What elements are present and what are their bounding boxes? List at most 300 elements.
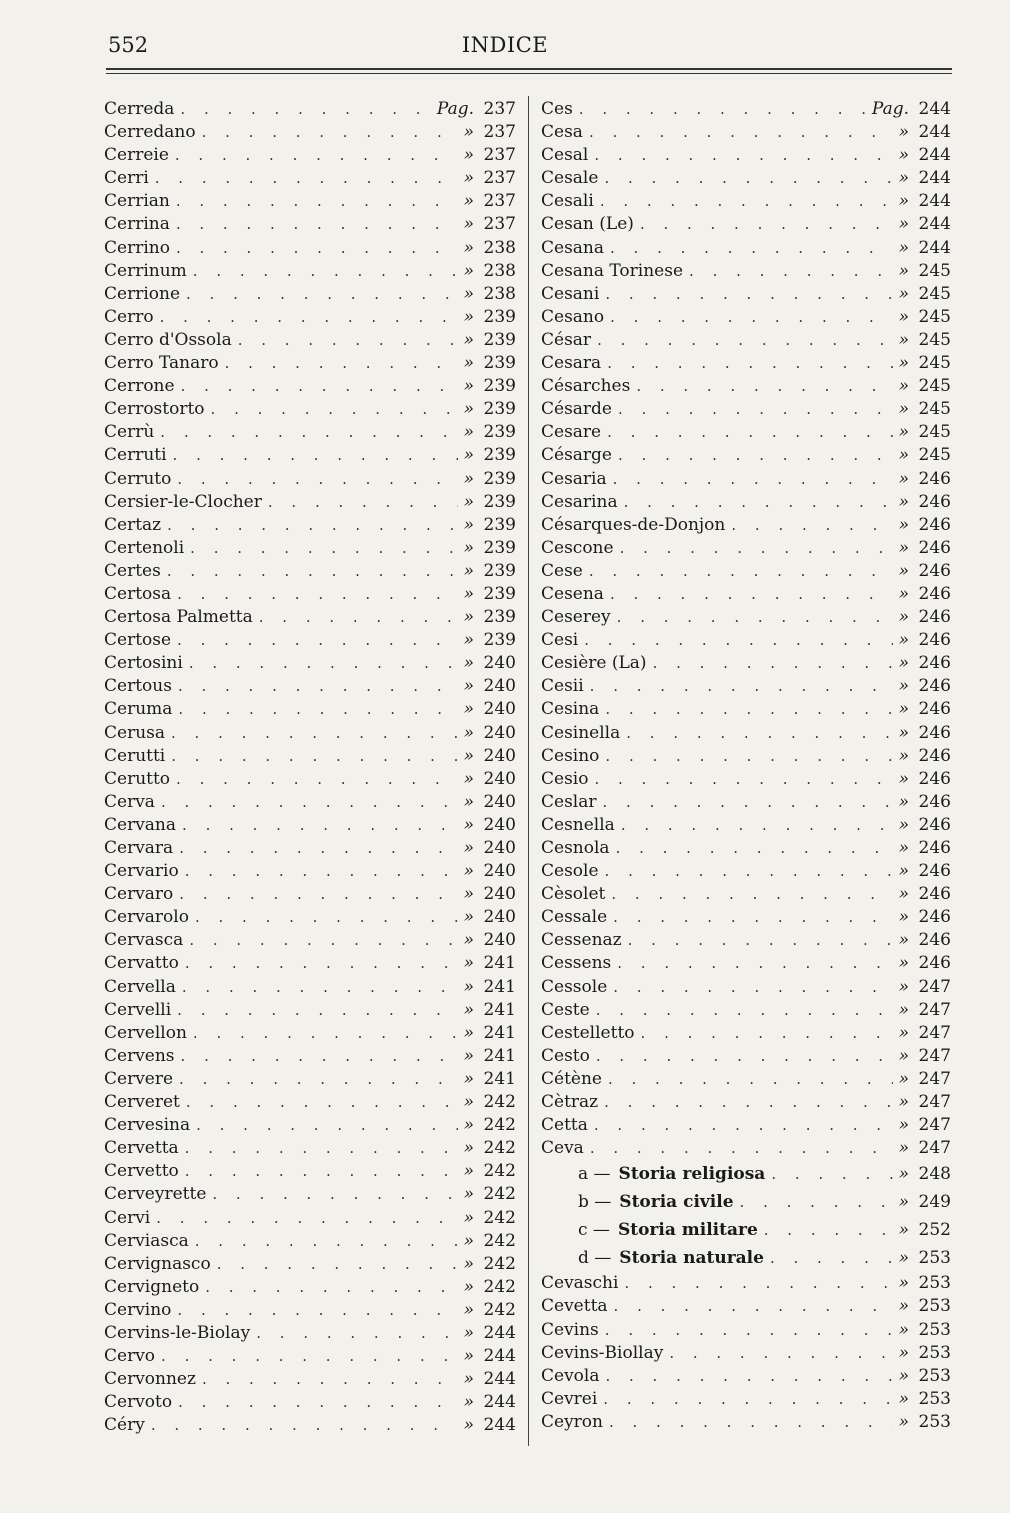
index-entry (104, 144, 516, 167)
entry-name: Cervesina (104, 1115, 191, 1136)
page-prefix: » (898, 1115, 909, 1136)
page-prefix: » (898, 745, 909, 766)
index-entry (541, 860, 951, 883)
index-entry (104, 1022, 516, 1045)
page-ref: 241 (483, 1022, 516, 1043)
page-prefix: » (898, 1192, 909, 1213)
page-ref: 238 (483, 237, 516, 258)
dot-leader (590, 675, 893, 698)
entry-name: Cese (541, 560, 583, 581)
page-ref: 246 (918, 630, 951, 651)
dot-leader (605, 283, 892, 306)
index-entry (104, 260, 516, 283)
index-entry (104, 98, 516, 121)
page-ref: 246 (918, 583, 951, 604)
dot-leader (171, 722, 458, 745)
page-ref: 244 (483, 1392, 516, 1413)
index-entry (104, 1391, 516, 1414)
dot-leader (160, 306, 458, 329)
index-entry (104, 1068, 516, 1091)
dot-leader (584, 629, 892, 652)
page-prefix: » (463, 1276, 474, 1297)
entry-name: Cervonnez (104, 1369, 196, 1390)
dot-leader (610, 237, 893, 260)
dot-leader (620, 537, 893, 560)
page-ref: 246 (918, 676, 951, 697)
dot-leader (770, 1244, 893, 1272)
page-prefix: » (463, 422, 474, 443)
page-ref: 240 (483, 745, 516, 766)
page-ref: 253 (918, 1388, 951, 1409)
entry-name: Cesali (541, 191, 594, 212)
index-entry (541, 1342, 951, 1365)
index-entry (104, 560, 516, 583)
page-ref: 237 (483, 191, 516, 212)
index-entry (104, 768, 516, 791)
index-entry (541, 906, 951, 929)
index-entry (104, 237, 516, 260)
page-prefix: » (463, 376, 474, 397)
dot-leader (605, 860, 893, 883)
page-ref: 253 (918, 1248, 951, 1269)
entry-name: Ces (541, 99, 573, 119)
index-entry (541, 444, 951, 467)
index-entry (541, 837, 951, 860)
index-entry (541, 1068, 951, 1091)
page-prefix: » (463, 560, 474, 581)
page-prefix: » (898, 537, 909, 558)
entry-name: Cervetto (104, 1161, 179, 1182)
dot-leader (621, 814, 893, 837)
page-title: INDICE (461, 33, 549, 57)
index-entry (104, 952, 516, 975)
dot-leader (607, 352, 892, 375)
index-entry (541, 121, 951, 144)
entry-name: Cervasca (104, 930, 184, 951)
page-ref: 246 (918, 930, 951, 951)
index-entry (104, 698, 516, 721)
entry-name: Cesana Torinese (541, 260, 684, 281)
dot-leader (225, 352, 458, 375)
page-ref: 239 (483, 560, 516, 581)
page-prefix: » (463, 260, 474, 281)
dot-leader (178, 675, 458, 698)
dot-leader (212, 1183, 457, 1206)
page-prefix: » (463, 1092, 474, 1113)
page-prefix: » (463, 445, 474, 466)
page-prefix: » (898, 1319, 909, 1340)
page-prefix: » (898, 1296, 909, 1317)
page-prefix: » (463, 999, 474, 1020)
index-column-left (104, 98, 516, 1437)
page-ref: 239 (483, 514, 516, 535)
index-entry (104, 1114, 516, 1137)
page-ref: 239 (483, 445, 516, 466)
entry-name: Certenoli (104, 537, 185, 558)
index-column-right (541, 98, 951, 1434)
page-ref: 238 (483, 283, 516, 304)
dot-leader (607, 421, 892, 444)
dot-leader (605, 745, 892, 768)
dot-leader (669, 1342, 892, 1365)
page-ref: 242 (483, 1299, 516, 1320)
index-entry (541, 190, 951, 213)
entry-name: Cesano (541, 306, 605, 327)
entry-name: Ceva (541, 1138, 584, 1159)
index-entry (104, 1045, 516, 1068)
page-ref: 240 (483, 861, 516, 882)
page-prefix: » (898, 168, 909, 189)
index-entry (104, 121, 516, 144)
entry-name: Cerreie (104, 145, 169, 166)
dot-leader (256, 1322, 457, 1345)
page-ref: 244 (918, 145, 951, 166)
entry-name: Cervo (104, 1346, 156, 1367)
dot-leader (597, 329, 893, 352)
page-ref: 242 (483, 1092, 516, 1113)
entry-name: Césarches (541, 376, 631, 397)
index-entry (104, 860, 516, 883)
entry-name: Cerveret (104, 1092, 180, 1113)
dot-leader (617, 952, 892, 975)
page-prefix: » (463, 1299, 474, 1320)
page-ref: 246 (918, 468, 951, 489)
dot-leader (189, 929, 457, 952)
page-prefix: » (898, 607, 909, 628)
page-prefix: » (898, 653, 909, 674)
dot-leader (614, 1295, 893, 1318)
index-entry (104, 1368, 516, 1391)
dot-leader (238, 329, 458, 352)
page-prefix: » (898, 583, 909, 604)
dot-leader (167, 514, 457, 537)
page-prefix: » (898, 260, 909, 281)
entry-name: Ceserey (541, 607, 611, 628)
entry-name: Cervelli (104, 999, 172, 1020)
entry-name: Cerviasca (104, 1230, 189, 1251)
index-entry (104, 213, 516, 236)
page-prefix: » (463, 1138, 474, 1159)
page-prefix: » (463, 861, 474, 882)
index-entry (104, 352, 516, 375)
page-ref: 244 (483, 1322, 516, 1343)
page-prefix: » (463, 1322, 474, 1343)
entry-name: Cètraz (541, 1092, 599, 1113)
page-ref: 248 (918, 1164, 951, 1185)
index-entry (541, 629, 951, 652)
page-ref: 239 (483, 583, 516, 604)
page-ref: 242 (483, 1253, 516, 1274)
entry-name: Cervario (104, 861, 179, 882)
page-prefix: » (898, 445, 909, 466)
dot-leader (653, 652, 893, 675)
index-entry (541, 329, 951, 352)
entry-name: Cesana (541, 237, 605, 258)
dot-leader (176, 768, 458, 791)
entry-name: Cerrinum (104, 260, 187, 281)
page-ref: 246 (918, 699, 951, 720)
dot-leader (610, 583, 893, 606)
page-ref: 246 (918, 722, 951, 743)
page-ref: 253 (918, 1342, 951, 1363)
page-prefix: » (463, 976, 474, 997)
index-entry (541, 1365, 951, 1388)
dot-leader (177, 629, 458, 652)
dot-leader (180, 98, 430, 121)
dot-leader (205, 1276, 457, 1299)
index-entry (541, 1295, 951, 1318)
index-entry (541, 537, 951, 560)
dot-leader (178, 1391, 457, 1414)
dot-leader (594, 768, 892, 791)
page-ref: 244 (918, 168, 951, 189)
index-entry (104, 1183, 516, 1206)
entry-name: Céry (104, 1415, 145, 1436)
page-ref: 242 (483, 1115, 516, 1136)
index-entry (541, 260, 951, 283)
page-ref: 242 (483, 1161, 516, 1182)
page-prefix: » (898, 699, 909, 720)
page-ref: 242 (483, 1207, 516, 1228)
page-ref: 252 (918, 1220, 951, 1241)
page-prefix: » (898, 145, 909, 166)
entry-name: Cerrostorto (104, 399, 205, 420)
dot-leader (151, 1414, 458, 1437)
entry-name: Cersier-le-Clocher (104, 491, 262, 512)
page-ref: 246 (918, 861, 951, 882)
subsection-title: Storia naturale (619, 1248, 764, 1269)
dot-leader (195, 906, 458, 929)
page-ref: 240 (483, 653, 516, 674)
page-prefix: » (898, 1411, 909, 1432)
index-entry (541, 583, 951, 606)
dot-leader (640, 213, 893, 236)
index-entry (541, 98, 951, 121)
page-prefix: » (463, 306, 474, 327)
page-prefix: » (463, 1068, 474, 1089)
page-prefix: » (898, 1045, 909, 1066)
subsection-entry (541, 1244, 951, 1272)
dot-leader (641, 1022, 893, 1045)
page-prefix: » (463, 353, 474, 374)
subsection-entry (541, 1216, 951, 1244)
index-entry (104, 583, 516, 606)
entry-name: Cesa (541, 122, 583, 143)
page-prefix: » (463, 1253, 474, 1274)
page-prefix: » (463, 1230, 474, 1251)
page-prefix: » (898, 560, 909, 581)
page-prefix: » (898, 722, 909, 743)
page-prefix: » (463, 214, 474, 235)
page-ref: 246 (918, 607, 951, 628)
entry-name: Cestelletto (541, 1022, 635, 1043)
page-ref: 240 (483, 838, 516, 858)
entry-name: Cerutto (104, 768, 171, 789)
index-entry (541, 1272, 951, 1295)
dot-leader (186, 1091, 458, 1114)
index-entry (104, 652, 516, 675)
page-prefix: » (898, 1273, 909, 1294)
page-number: 552 (108, 33, 149, 57)
index-entry (541, 768, 951, 791)
entry-name: Cessenaz (541, 930, 622, 951)
page-ref: 246 (918, 537, 951, 558)
entry-name: Cevins (541, 1319, 599, 1340)
index-entry (541, 606, 951, 629)
entry-name: Cervere (104, 1068, 174, 1089)
index-entry (541, 929, 951, 952)
entry-name: Cervi (104, 1207, 151, 1228)
page-ref: 246 (918, 953, 951, 974)
entry-name: Cessole (541, 976, 608, 997)
entry-name: Cervins-le-Biolay (104, 1322, 251, 1343)
page-ref: 237 (483, 145, 516, 166)
entry-name: Cervens (104, 1045, 175, 1066)
header-rule (106, 68, 952, 70)
dot-leader (202, 121, 458, 144)
dot-leader (628, 929, 893, 952)
page-prefix: » (898, 930, 909, 951)
page-prefix: » (463, 122, 474, 143)
index-entry (104, 468, 516, 491)
dot-leader (189, 652, 458, 675)
page-prefix: » (463, 930, 474, 951)
subsection-letter: a — (578, 1164, 611, 1185)
index-entry (104, 837, 516, 860)
entry-name: Cervigneto (104, 1276, 200, 1297)
dot-leader (259, 606, 458, 629)
index-entry (104, 329, 516, 352)
entry-name: Cervetta (104, 1138, 179, 1159)
dot-leader (604, 1091, 892, 1114)
entry-name: Cerrino (104, 237, 170, 258)
entry-name: Cervatto (104, 953, 179, 974)
page-prefix: » (898, 1220, 909, 1241)
dot-leader (594, 144, 892, 167)
page-ref: 247 (918, 1022, 951, 1043)
page-ref: 242 (483, 1276, 516, 1297)
entry-name: Cerveyrette (104, 1184, 207, 1205)
page-ref: 246 (918, 791, 951, 812)
page-prefix: » (463, 607, 474, 628)
entry-name: Cerri (104, 168, 149, 189)
dot-leader (740, 1188, 893, 1216)
index-entry (541, 999, 951, 1022)
page-ref: 253 (918, 1319, 951, 1340)
entry-name: Cesan (Le) (541, 214, 634, 235)
page-prefix: » (898, 122, 909, 143)
dot-leader (731, 514, 892, 537)
index-entry (541, 421, 951, 444)
page-ref: 239 (483, 537, 516, 558)
page-prefix: » (898, 953, 909, 974)
entry-name: Cerrione (104, 283, 181, 304)
entry-name: Ceyron (541, 1411, 603, 1432)
page-prefix: » (898, 1068, 909, 1089)
index-entry (104, 306, 516, 329)
entry-name: Cervara (104, 838, 174, 858)
index-entry (541, 791, 951, 814)
index-entry (541, 283, 951, 306)
entry-name: Cesare (541, 422, 602, 443)
dot-leader (611, 883, 892, 906)
dot-leader (156, 1207, 457, 1230)
dot-leader (190, 537, 457, 560)
index-entry (104, 1345, 516, 1368)
dot-leader (177, 1299, 457, 1322)
dot-leader (618, 444, 893, 467)
page-prefix: » (463, 191, 474, 212)
dot-leader (181, 375, 458, 398)
page-ref: 242 (483, 1138, 516, 1159)
page-ref: 237 (483, 122, 516, 143)
page-prefix: » (898, 306, 909, 327)
index-entry (541, 352, 951, 375)
page-prefix: » (898, 1022, 909, 1043)
page-ref: 242 (483, 1184, 516, 1205)
page-prefix: » (898, 838, 909, 858)
subsection-title: Storia religiosa (618, 1164, 766, 1185)
dot-leader (605, 1319, 893, 1342)
page-prefix: » (463, 583, 474, 604)
dot-leader (182, 976, 458, 999)
index-entry (541, 883, 951, 906)
page-prefix: » (898, 283, 909, 304)
page-ref: 241 (483, 976, 516, 997)
page-prefix: Pag. (436, 99, 474, 119)
index-entry (541, 375, 951, 398)
subsection-letter: d — (578, 1248, 612, 1269)
page-ref: 245 (918, 422, 951, 443)
page-ref: 249 (918, 1192, 951, 1213)
subsection-letter: c — (578, 1220, 610, 1241)
header-rule-thin (106, 73, 952, 74)
entry-name: César (541, 329, 592, 350)
index-entry (541, 1091, 951, 1114)
index-entry (104, 1322, 516, 1345)
dot-leader (596, 1045, 893, 1068)
subsection-entry (541, 1160, 951, 1188)
entry-name: Cerruto (104, 468, 172, 489)
page-prefix: » (463, 722, 474, 743)
index-entry (104, 1091, 516, 1114)
page-ref: 246 (918, 653, 951, 674)
page-ref: 240 (483, 791, 516, 812)
index-entry (104, 1207, 516, 1230)
page-ref: 245 (918, 399, 951, 420)
entry-name: Césarde (541, 399, 612, 420)
entry-name: Cervellon (104, 1022, 187, 1043)
dot-leader (603, 791, 893, 814)
page-prefix: » (898, 491, 909, 512)
page-ref: 239 (483, 607, 516, 628)
index-entry (104, 791, 516, 814)
entry-name: Cesani (541, 283, 600, 304)
dot-leader (177, 999, 457, 1022)
dot-leader (171, 745, 457, 768)
dot-leader (268, 491, 458, 514)
entry-name: Certosa (104, 583, 172, 604)
index-entry (104, 491, 516, 514)
page-ref: 237 (483, 214, 516, 235)
page-prefix: » (463, 237, 474, 258)
entry-name: Cesaria (541, 468, 607, 489)
subsection-title: Storia militare (617, 1220, 758, 1241)
index-entry (541, 1411, 951, 1434)
dot-leader (605, 1365, 892, 1388)
page-prefix: » (898, 1092, 909, 1113)
page-ref: 239 (483, 399, 516, 420)
